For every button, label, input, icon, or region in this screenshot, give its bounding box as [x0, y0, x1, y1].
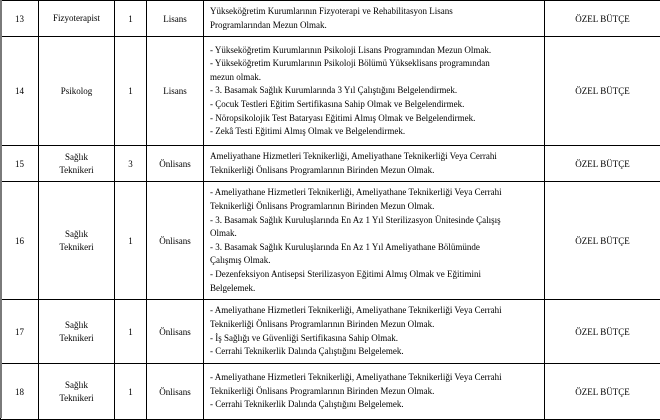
- requirement-line: - 3. Basamak Sağlık Kuruluşlarında En Az 1 Yıl Ameliyathane Bölümünde: [210, 241, 538, 255]
- row-number: 17: [1, 300, 39, 364]
- position-title-line-1: Sağlık: [65, 228, 88, 241]
- education-level: Lisans: [147, 1, 204, 37]
- position-title-cell: [39, 146, 115, 182]
- position-title-cell: [39, 1, 115, 37]
- table-row: [1, 182, 660, 300]
- requirement-line: Olmak.: [210, 227, 538, 241]
- education-level: Lisans: [147, 37, 204, 146]
- position-title-line-2: Teknikeri: [59, 164, 93, 177]
- budget-type: ÖZEL BÜTÇE: [545, 146, 660, 182]
- position-title-line-1: Sağlık: [65, 379, 88, 392]
- row-number: 18: [1, 364, 39, 420]
- position-title-line-1: Sağlık: [65, 319, 88, 332]
- budget-type: ÖZEL BÜTÇE: [545, 1, 660, 37]
- position-count: 1: [115, 182, 147, 300]
- requirement-line: Teknikerliği Önlisans Programlarının Birinden Mezun Olmak.: [210, 164, 538, 178]
- requirement-line: - Ameliyathane Hizmetleri Teknikerliği, Ameliyathane Teknikerliği Veya Cerrahi: [210, 304, 538, 318]
- row-number: 13: [1, 1, 39, 37]
- requirements-cell: [204, 300, 545, 364]
- requirement-line: - Ameliyathane Hizmetleri Teknikerliği, Ameliyathane Teknikerliği Veya Cerrahi: [210, 186, 538, 200]
- page-edge: [0, 0, 2, 418]
- requirement-line: mezun olmak.: [210, 71, 538, 85]
- position-count: 1: [115, 37, 147, 146]
- table-row: [1, 364, 660, 420]
- requirements-cell: [204, 182, 545, 300]
- position-table-body: [1, 1, 660, 420]
- position-title-cell: [39, 300, 115, 364]
- budget-type: ÖZEL BÜTÇE: [545, 364, 660, 420]
- requirement-line: - Zekâ Testi Eğitimi Almış Olmak ve Belgelendirmek.: [210, 125, 538, 139]
- education-level: Önlisans: [147, 364, 204, 420]
- budget-type: ÖZEL BÜTÇE: [545, 37, 660, 146]
- position-title-line-2: Teknikeri: [59, 332, 93, 345]
- position-count: 1: [115, 364, 147, 420]
- education-level: Önlisans: [147, 146, 204, 182]
- row-number: 15: [1, 146, 39, 182]
- requirements-cell: [204, 1, 545, 37]
- requirement-line: Ameliyathane Hizmetleri Teknikerliği, Ameliyathane Teknikerliği Veya Cerrahi: [210, 150, 538, 164]
- position-title-cell: [39, 364, 115, 420]
- education-level: Önlisans: [147, 182, 204, 300]
- budget-type: ÖZEL BÜTÇE: [545, 182, 660, 300]
- position-count: 3: [115, 146, 147, 182]
- position-count: 1: [115, 1, 147, 37]
- requirement-line: Programlarından Mezun Olmak.: [210, 19, 538, 33]
- budget-type: ÖZEL BÜTÇE: [545, 300, 660, 364]
- position-title: Psikolog: [61, 85, 93, 98]
- requirement-line: Yükseköğretim Kurumlarının Fizyoterapi ve Rehabilitasyon Lisans: [210, 5, 538, 19]
- requirement-line: - İş Sağlığı ve Güvenliği Sertifikasına Sahip Olmak.: [210, 332, 538, 346]
- requirement-line: - Yükseköğretim Kurumlarının Psikoloji Lisans Programından Mezun Olmak.: [210, 44, 538, 58]
- requirement-line: - Nöropsikolojik Test Bataryası Eğitimi Almış Olmak ve Belgelendirmek.: [210, 112, 538, 126]
- table-row: [1, 1, 660, 37]
- row-number: 16: [1, 182, 39, 300]
- table-row: [1, 37, 660, 146]
- requirements-cell: [204, 364, 545, 420]
- requirement-line: - 3. Basamak Sağlık Kuruluşlarında En Az 1 Yıl Sterilizasyon Ünitesinde Çalışış: [210, 214, 538, 228]
- table-row: [1, 300, 660, 364]
- position-title: Fizyoterapist: [53, 12, 100, 25]
- requirement-line: - 3. Basamak Sağlık Kurumlarında 3 Yıl Çalıştığını Belgelendirmek.: [210, 84, 538, 98]
- position-title-line-2: Teknikeri: [59, 241, 93, 254]
- requirement-line: Teknikerliği Önlisans Programlarının Birinden Mezun Olmak.: [210, 200, 538, 214]
- requirement-line: Teknikerliği Önlisans Programlarının Birinden Mezun Olmak.: [210, 318, 538, 332]
- requirement-line: Teknikerliği Önlisans Programlarının Birinden Mezun Olmak.: [210, 385, 538, 399]
- row-number: 14: [1, 37, 39, 146]
- requirement-line: Çalışmış Olmak.: [210, 254, 538, 268]
- requirements-cell: [204, 37, 545, 146]
- position-title-line-1: Sağlık: [65, 151, 88, 164]
- requirement-line: - Dezenfeksiyon Antisepsi Sterilizasyon Eğitimi Almış Olmak ve Eğitimini: [210, 268, 538, 282]
- requirement-line: - Yükseköğretim Kurumlarının Psikoloji Bölümü Yükseklisans programından: [210, 57, 538, 71]
- requirement-line: - Ameliyathane Hizmetleri Teknikerliği, Ameliyathane Teknikerliği Veya Cerrahi: [210, 371, 538, 385]
- requirement-line: - Cerrahi Teknikerlik Dalında Çalıştığını Belgelemek.: [210, 398, 538, 412]
- position-title-cell: [39, 182, 115, 300]
- requirement-line: - Çocuk Testleri Eğitim Sertifikasına Sahip Olmak ve Belgelendirmek.: [210, 98, 538, 112]
- table-row: [1, 146, 660, 182]
- requirement-line: - Cerrahi Teknikerlik Dalında Çalıştığını Belgelemek.: [210, 345, 538, 359]
- position-count: 1: [115, 300, 147, 364]
- position-title-line-2: Teknikeri: [59, 392, 93, 405]
- position-title-cell: [39, 37, 115, 146]
- requirements-cell: [204, 146, 545, 182]
- education-level: Önlisans: [147, 300, 204, 364]
- requirement-line: Belgelemek.: [210, 282, 538, 296]
